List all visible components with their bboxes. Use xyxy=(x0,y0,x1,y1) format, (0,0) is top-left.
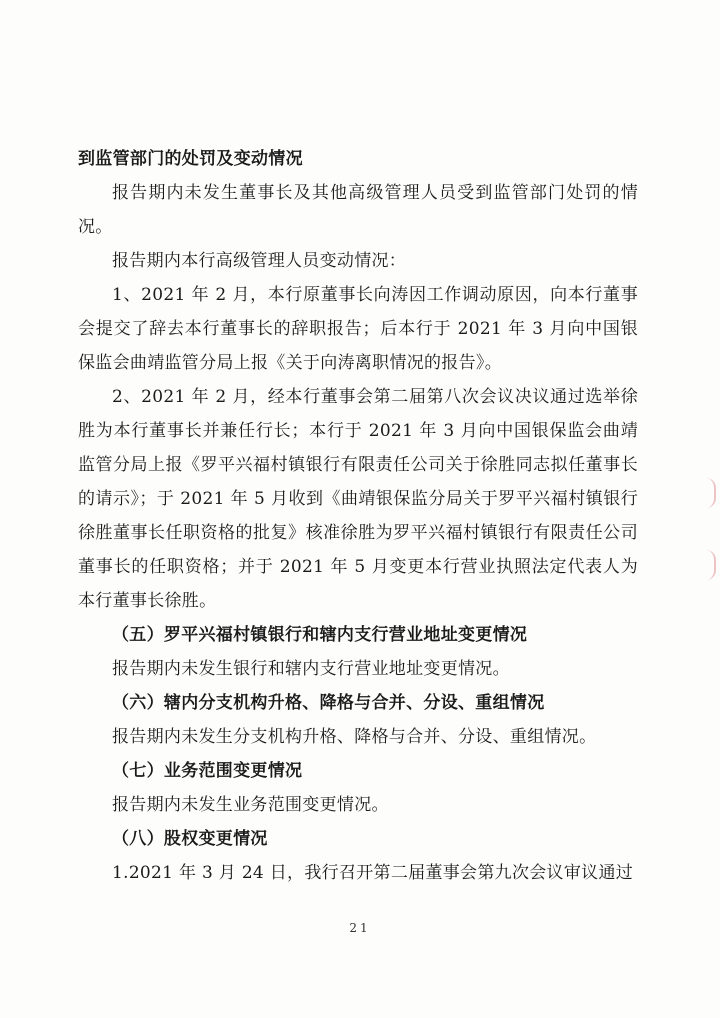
paragraph-change-item-1: 1、2021 年 2 月，本行原董事长向涛因工作调动原因，向本行董事会提交了辞去本行董事长的辞职报告；后本行于 2021 年 3 月向中国银保监会曲靖监管分局上报《关于向涛离职情况的报告》。 xyxy=(78,285,638,373)
paragraph-management-changes-intro: 报告期内本行高级管理人员变动情况： xyxy=(112,251,407,271)
paragraph-no-penalty: 报告期内未发生董事长及其他高级管理人员受到监管部门处罚的情况。 xyxy=(78,183,638,237)
paragraph-change-item-2: 2、2021 年 2 月，经本行董事会第二届第八次会议决议通过选举徐胜为本行董事长并兼任行长；本行于 2021 年 3 月向中国银保监会曲靖监管分局上报《罗平兴福村镇银行有限责任公司关于徐胜同志拟任董事长的请示》；于 2021 年 5 月收到《曲靖银保监分局关于罗平兴福村镇银行徐胜董事长任职资格的批复》核准徐胜为罗平兴福村镇银行有限责任公司董事长的任职资格；并于 2021 年 5 月变更本行营业执照法定代表人为本行董事长徐胜。 xyxy=(78,387,638,611)
paragraph-address-change: 报告期内未发生银行和辖内支行营业地址变更情况。 xyxy=(112,659,510,679)
paragraph-branch-restructure: 报告期内未发生分支机构升格、降格与合并、分设、重组情况。 xyxy=(112,727,597,747)
section-heading-equity-change: （八）股权变更情况 xyxy=(112,829,268,849)
paragraph-equity-change-item-1: 1.2021 年 3 月 24 日，我行召开第二届董事会第九次会议审议通过 xyxy=(112,863,634,883)
section-heading-penalties: 到监管部门的处罚及变动情况 xyxy=(78,149,303,169)
seal-edge-mark xyxy=(702,478,716,508)
page-number: 21 xyxy=(349,921,371,935)
paragraph-business-scope: 报告期内未发生业务范围变更情况。 xyxy=(112,795,389,815)
section-heading-branch-restructure: （六）辖内分支机构升格、降格与合并、分设、重组情况 xyxy=(112,693,545,713)
section-heading-address-change: （五）罗平兴福村镇银行和辖内支行营业地址变更情况 xyxy=(112,625,528,645)
document-body xyxy=(78,142,638,890)
section-heading-business-scope: （七）业务范围变更情况 xyxy=(112,761,303,781)
seal-edge-mark xyxy=(702,550,716,580)
